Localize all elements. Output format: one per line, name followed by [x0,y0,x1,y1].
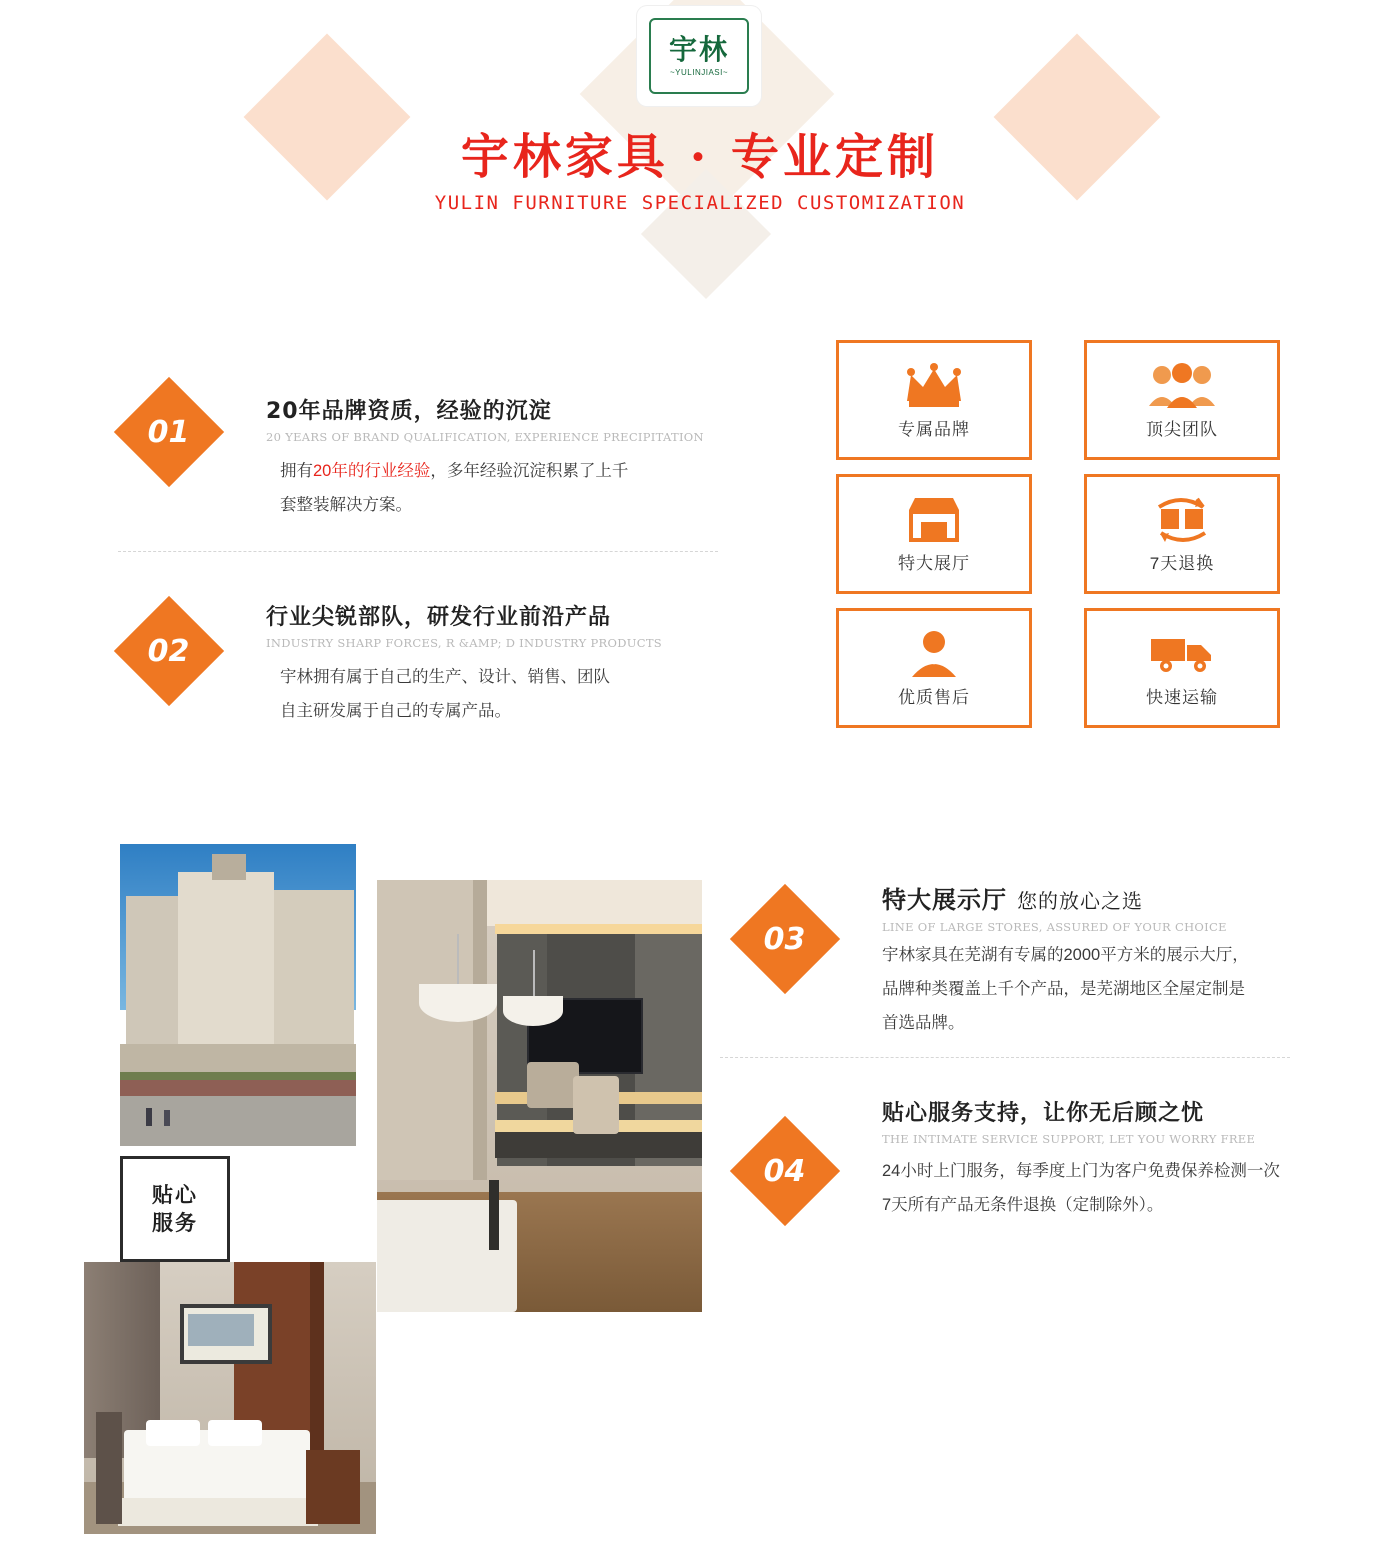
feature-number-badge [730,884,840,994]
feature-body-pre: 拥有 [280,462,313,480]
feature-body-line-1: 宇林家具在芜湖有专属的2000平方米的展示大厅， [882,946,1249,964]
feature-subheading: LINE OF LARGE STORES, ASSURED OF YOUR CHOICE [882,920,1227,934]
feature-subheading: THE INTIMATE SERVICE SUPPORT, LET YOU WORRY FREE [882,1132,1256,1146]
highlight-cell-showroom[interactable] [836,474,1032,594]
feature-number: 03 [764,921,806,957]
feature-body-line-2: 套整装解决方案。 [280,496,412,514]
photo-caption-badge [120,1156,230,1262]
highlight-cell-shipping[interactable] [1084,608,1280,728]
highlight-label: 快速运输 [1146,687,1218,707]
building-exterior-photo [120,844,356,1146]
page-subtitle: YULIN FURNITURE SPECIALIZED CUSTOMIZATION [434,192,966,214]
team-icon [1147,361,1217,409]
highlight-label: 顶尖团队 [1146,419,1218,439]
feature-number-badge [730,1116,840,1226]
logo-chinese-name: 宇林 [668,32,729,66]
feature-heading: 行业尖锐部队，研发行业前沿产品 [266,605,612,630]
feature-number: 04 [764,1153,806,1189]
feature-number-badge [114,596,224,706]
highlight-cell-returns[interactable] [1084,474,1280,594]
feature-subheading: INDUSTRY SHARP FORCES, R &AMP; D INDUSTRY PRODUCTS [266,636,662,650]
truck-icon [1149,629,1215,677]
feature-body-line-1: 24小时上门服务，每季度上门为客户免费保养检测一次 [882,1162,1280,1180]
highlight-label: 特大展厅 [898,553,970,573]
feature-number-badge [114,377,224,487]
feature-body-line-1: 宇林拥有属于自己的生产、设计、销售、团队 [280,668,610,686]
living-room-photo [377,880,702,1312]
feature-heading-secondary: 您的放心之选 [1017,889,1143,913]
brand-logo [637,6,761,106]
highlight-label: 专属品牌 [898,419,970,439]
logo-pinyin: ~YULINJIASI~ [669,67,729,77]
feature-body-post: ，多年经验沉淀积累了上千 [430,462,629,480]
highlight-cell-team[interactable] [1084,340,1280,460]
section-divider [118,551,718,552]
crown-icon [903,361,965,409]
feature-body-line-2: 品牌种类覆盖上千个产品，是芜湖地区全屋定制是 [882,980,1245,998]
feature-number: 01 [148,414,190,450]
highlight-cell-aftersales[interactable] [836,608,1032,728]
caption-line-2: 服务 [152,1211,198,1235]
feature-heading: 20年品牌资质，经验的沉淀 [266,399,552,424]
caption-line-1: 贴心 [152,1183,198,1207]
section-divider [720,1057,1290,1058]
page-header [0,0,1400,270]
feature-body-line-3: 首选品牌。 [882,1014,965,1032]
feature-body-line-1 [280,454,746,488]
feature-heading: 贴心服务支持，让你无后顾之忧 [882,1101,1205,1126]
feature-subheading: 20 YEARS OF BRAND QUALIFICATION, EXPERIENCE PRECIPITATION [266,430,704,444]
page-title: 宇林家具 · 专业定制 [460,129,940,185]
feature-number: 02 [148,633,190,669]
feature-body-line-2: 自主研发属于自己的专属产品。 [280,702,511,720]
highlight-label: 7天退换 [1149,553,1215,573]
feature-body-highlight: 20年的行业经验 [313,462,431,480]
feature-heading: 特大展示厅 [882,886,1007,914]
logo-frame [649,18,749,94]
return-icon [1151,495,1213,543]
decorative-diamond [641,169,771,299]
service-highlights-grid [836,340,1280,728]
feature-body-line-2: 7天所有产品无条件退换（定制除外）。 [882,1196,1164,1214]
highlight-cell-brand[interactable] [836,340,1032,460]
highlight-label: 优质售后 [898,687,970,707]
storefront-icon [905,495,963,543]
bedroom-photo [84,1262,376,1534]
service-agent-icon [906,629,962,677]
